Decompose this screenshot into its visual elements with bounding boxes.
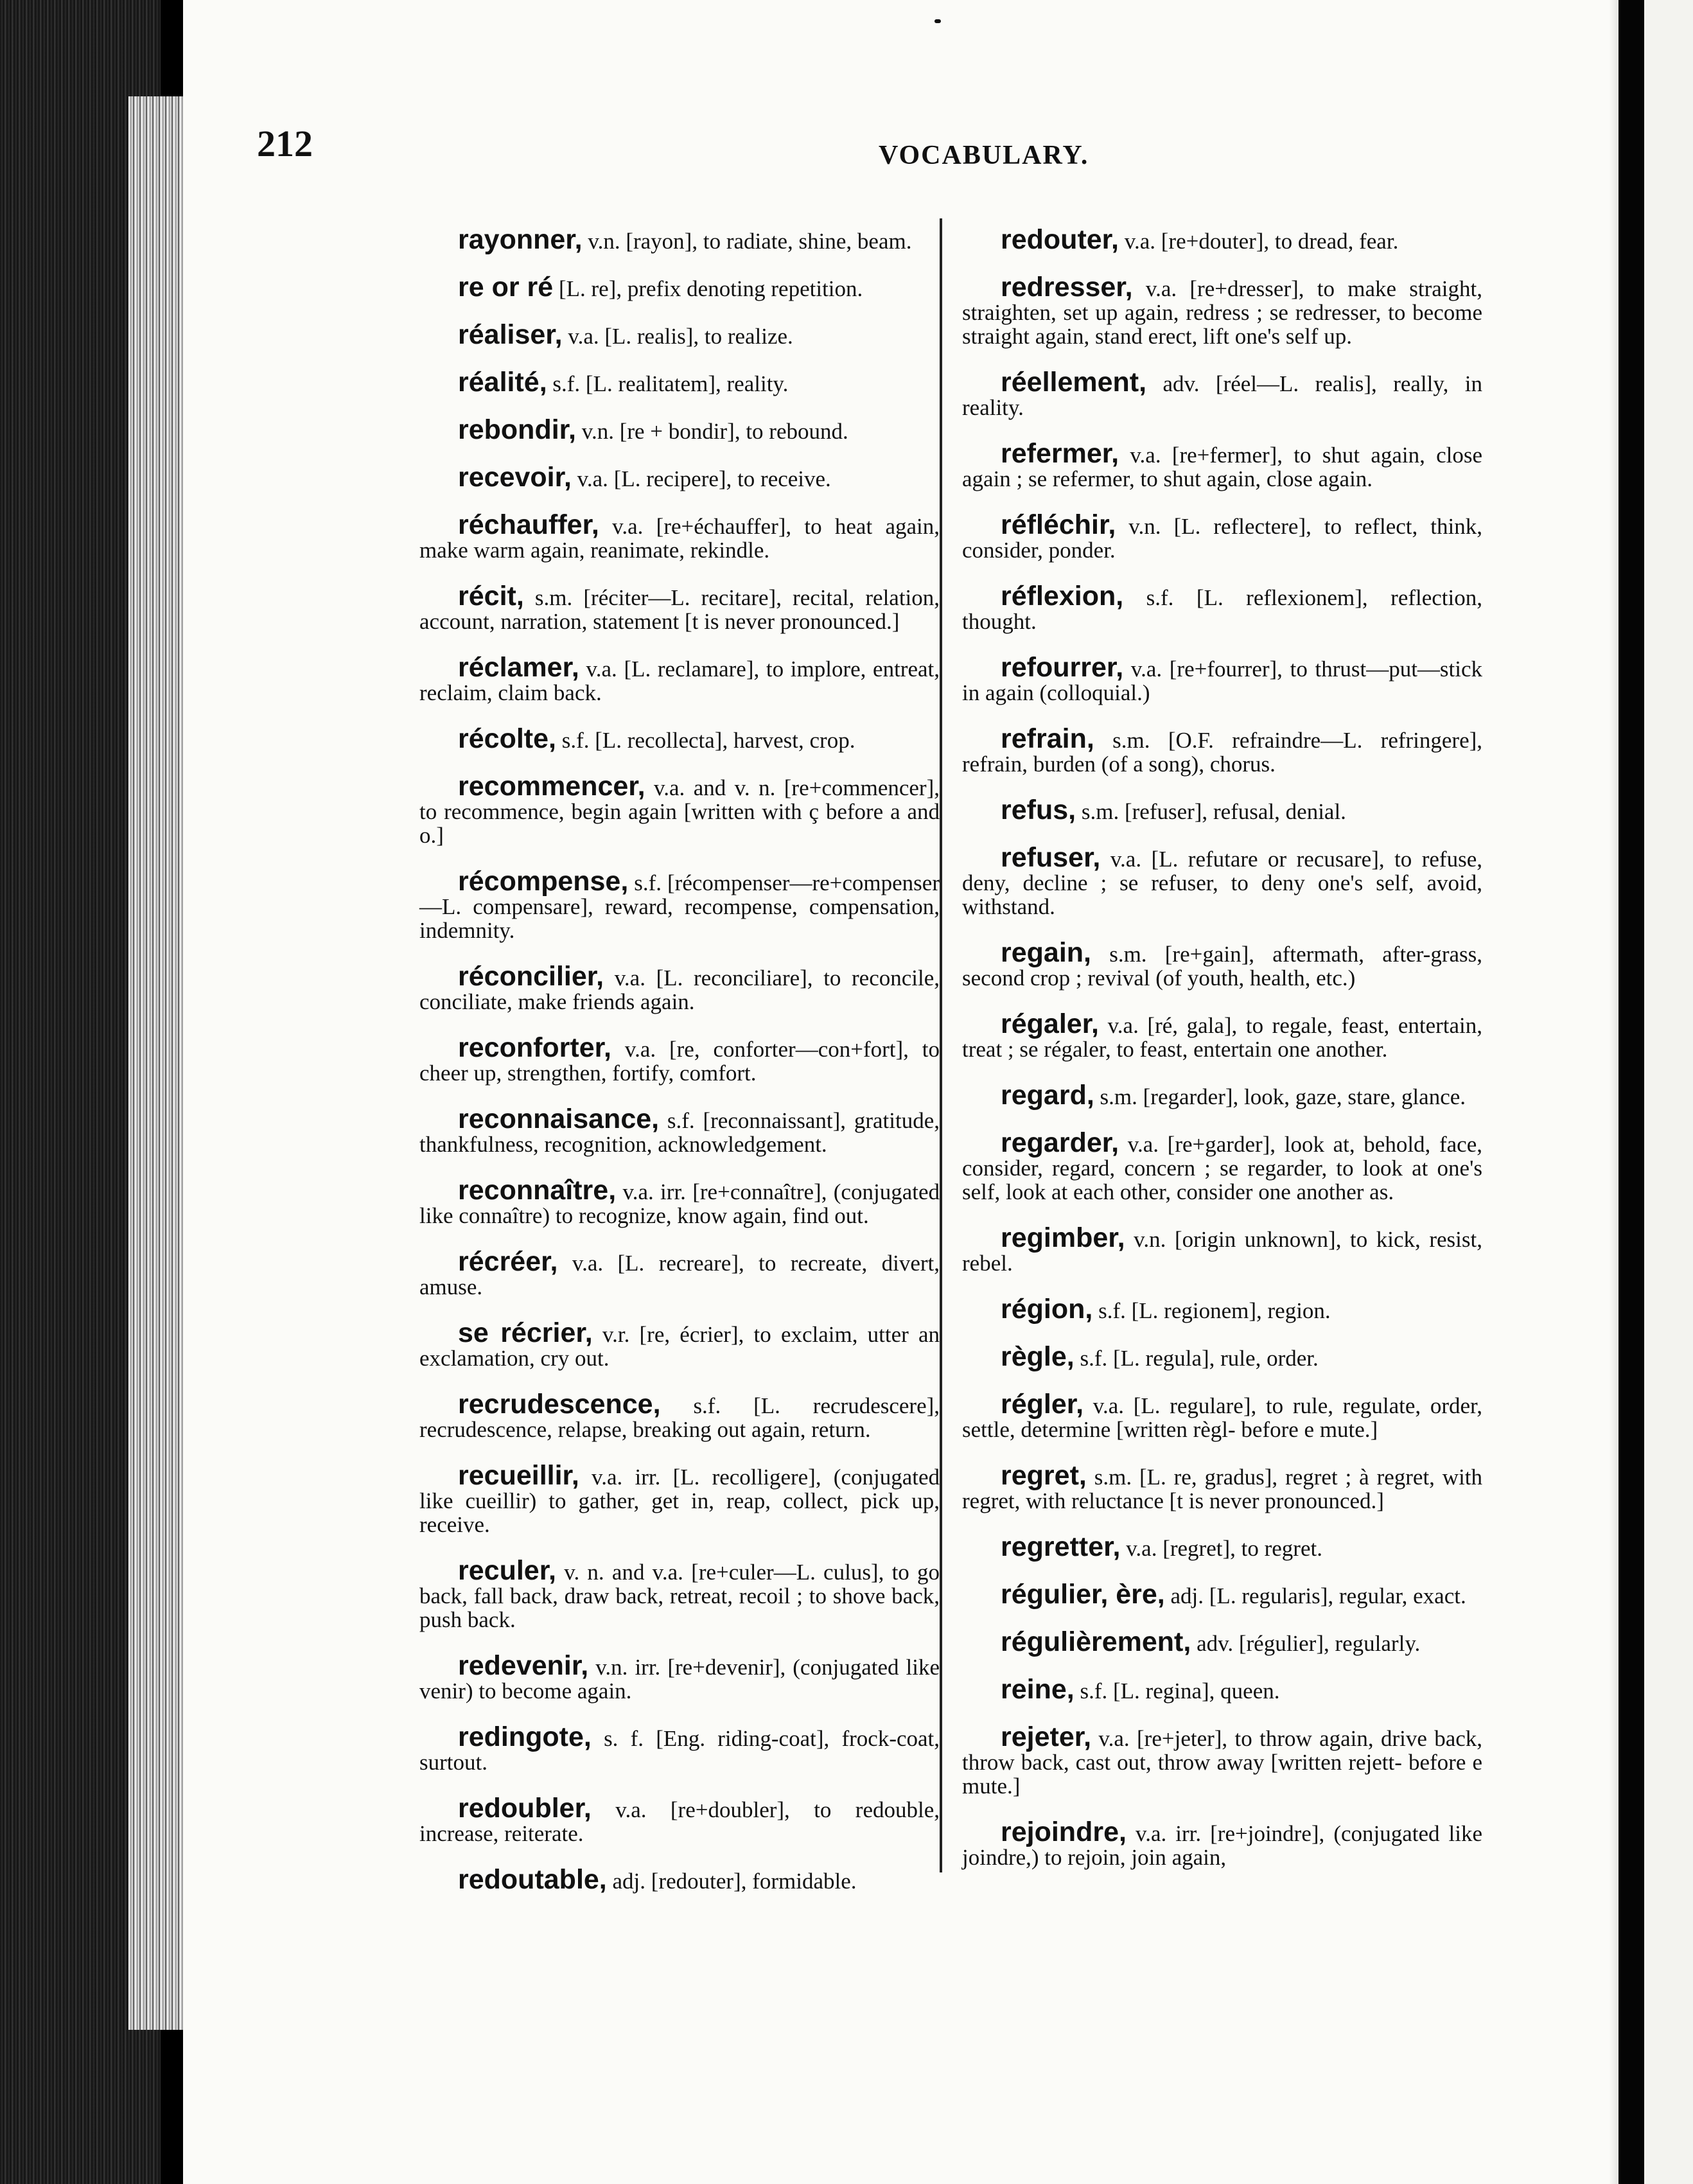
dictionary-entry bbox=[962, 224, 1482, 255]
entry-definition: frock-coat, surtout. bbox=[419, 1726, 940, 1775]
entry-grammar: s. f. bbox=[604, 1726, 644, 1751]
entry-headword: reine, bbox=[1001, 1674, 1075, 1705]
entry-definition: (conjugated like cueillir) to gather, get in, reap, collect, pick up, receive. bbox=[419, 1465, 940, 1537]
entry-grammar: v.a. irr. bbox=[622, 1179, 686, 1204]
entry-definition: to exclaim, utter an exclamation, cry out. bbox=[419, 1322, 940, 1371]
entry-grammar: v.a. bbox=[615, 1797, 647, 1822]
entry-headword: redevenir, bbox=[458, 1650, 589, 1681]
entry-grammar: adj. bbox=[1170, 1583, 1204, 1608]
entry-etymology: [re+joindre], bbox=[1210, 1821, 1325, 1846]
entry-etymology: [regret], bbox=[1162, 1536, 1236, 1561]
dictionary-entry bbox=[962, 1626, 1482, 1657]
entry-definition: to radiate, shine, beam. bbox=[703, 229, 912, 254]
entry-definition: reflection, thought. bbox=[962, 585, 1483, 634]
entry-grammar: s.m. bbox=[534, 585, 573, 610]
entry-headword: reconnaisance, bbox=[458, 1104, 660, 1134]
entry-etymology: [re+échauffer], bbox=[656, 514, 792, 539]
dictionary-entry bbox=[962, 723, 1483, 777]
entry-grammar: s.f. bbox=[693, 1393, 721, 1418]
entry-headword: re or ré bbox=[458, 272, 554, 303]
column-rule bbox=[940, 218, 942, 1872]
dictionary-entry bbox=[962, 438, 1483, 491]
entry-etymology: [L. recollecta], bbox=[595, 728, 728, 753]
dictionary-entry bbox=[419, 652, 940, 705]
entry-etymology: [O.F. refraindre—L. refringere], bbox=[1168, 728, 1483, 753]
entry-etymology: [L. re], bbox=[558, 276, 622, 301]
entry-etymology: [L. realitatem], bbox=[585, 371, 721, 396]
entry-etymology: [rayon], bbox=[626, 229, 698, 254]
entry-etymology: [re+devenir], bbox=[667, 1655, 786, 1680]
entry-definition: to recommence, begin again [written with ç before a and o.] bbox=[419, 799, 940, 848]
entry-definition: to reflect, think, consider, ponder. bbox=[962, 514, 1482, 563]
dictionary-entry bbox=[419, 1722, 940, 1775]
dictionary-entry bbox=[962, 1722, 1483, 1799]
entry-definition: refusal, denial. bbox=[1213, 799, 1346, 824]
book-gutter bbox=[1618, 0, 1644, 2184]
entry-headword: redoutable, bbox=[458, 1864, 607, 1895]
dictionary-entry bbox=[419, 272, 940, 303]
entry-etymology: [re+commencer], bbox=[784, 775, 940, 800]
entry-headword: réalité, bbox=[458, 367, 547, 398]
entry-definition: to refuse, deny, decline ; se refuser, to deny one's self, avoid, withstand. bbox=[962, 847, 1482, 919]
entry-headword: récit, bbox=[458, 581, 524, 612]
entry-etymology: [re+jeter], bbox=[1137, 1726, 1228, 1751]
entry-grammar: v. n. and v.a. bbox=[564, 1560, 683, 1585]
entry-etymology: [L. reflectere], bbox=[1173, 514, 1311, 539]
entry-headword: regret, bbox=[1001, 1460, 1087, 1491]
entry-headword: région, bbox=[1001, 1294, 1093, 1325]
dictionary-entry bbox=[419, 367, 940, 398]
entry-etymology: [L. re, gradus], bbox=[1139, 1465, 1278, 1490]
entry-definition: regularly. bbox=[1335, 1631, 1421, 1656]
dictionary-entry bbox=[419, 1175, 940, 1228]
entry-grammar: s.m. bbox=[1094, 1465, 1132, 1490]
entry-headword: redresser, bbox=[1001, 272, 1133, 303]
dictionary-entry bbox=[419, 1104, 940, 1157]
entry-headword: réaliser, bbox=[458, 319, 563, 350]
dictionary-entry bbox=[419, 1246, 940, 1299]
dictionary-entry bbox=[419, 771, 940, 848]
entry-etymology: [re+douter], bbox=[1161, 229, 1270, 254]
entry-definition: harvest, crop. bbox=[733, 728, 855, 753]
entry-definition: look, gaze, stare, glance. bbox=[1244, 1084, 1466, 1109]
entry-definition: to regale, feast, entertain, treat ; se régaler, to feast, entertain one another. bbox=[962, 1013, 1483, 1062]
dictionary-entry bbox=[419, 1317, 940, 1371]
entry-etymology: [re+gain], bbox=[1164, 942, 1255, 967]
entry-headword: refermer, bbox=[1001, 438, 1119, 469]
entry-grammar: v.a. bbox=[586, 656, 617, 682]
entry-definition: recrudescence, relapse, breaking out again, return. bbox=[419, 1417, 871, 1442]
dictionary-entry bbox=[962, 581, 1483, 634]
entry-grammar: v.a. bbox=[1110, 847, 1142, 872]
entry-definition: queen. bbox=[1220, 1678, 1280, 1704]
entry-headword: refus, bbox=[1001, 795, 1076, 825]
entry-etymology: [re+doubler], bbox=[670, 1797, 790, 1822]
entry-grammar: v.a. bbox=[1126, 1536, 1157, 1561]
entry-headword: récréer, bbox=[458, 1246, 558, 1277]
entry-headword: reconforter, bbox=[458, 1032, 611, 1063]
entry-headword: redoubler, bbox=[458, 1793, 592, 1824]
entry-etymology: [refuser], bbox=[1124, 799, 1208, 824]
entry-headword: rejoindre, bbox=[1001, 1817, 1127, 1847]
dictionary-entry bbox=[419, 1864, 940, 1895]
entry-headword: regard, bbox=[1001, 1080, 1094, 1111]
entry-etymology: [récompenser—re+compenser—L. compensare], bbox=[419, 870, 940, 919]
entry-headword: réchauffer, bbox=[458, 509, 599, 540]
dictionary-entry bbox=[419, 462, 940, 493]
entry-headword: réfléchir, bbox=[1001, 509, 1116, 540]
entry-definition: to cheer up, strengthen, fortify, comfort. bbox=[419, 1037, 940, 1086]
dictionary-entry bbox=[419, 723, 940, 754]
entry-definition: (conjugated like connaître) to recognize, know again, find out. bbox=[419, 1179, 940, 1228]
entry-definition: to receive. bbox=[737, 466, 831, 491]
entry-grammar: v.n. irr. bbox=[595, 1655, 661, 1680]
entry-etymology: [re+fermer], bbox=[1171, 443, 1283, 468]
entry-etymology: [L. reflexionem], bbox=[1196, 585, 1368, 610]
dictionary-entry bbox=[962, 1341, 1482, 1372]
entry-definition: to realize. bbox=[704, 324, 793, 349]
entry-headword: refuser, bbox=[1001, 842, 1101, 873]
entry-etymology: [regarder], bbox=[1143, 1084, 1239, 1109]
entry-etymology: [L. recolligere], bbox=[672, 1465, 821, 1490]
entry-headword: régler, bbox=[1001, 1389, 1084, 1420]
dictionary-entry bbox=[962, 1080, 1482, 1111]
entry-grammar: v.a. bbox=[612, 514, 644, 539]
entry-definition: to regret. bbox=[1241, 1536, 1322, 1561]
entry-etymology: [origin unknown], bbox=[1174, 1227, 1342, 1252]
dictionary-entry bbox=[419, 224, 940, 255]
adjacent-page bbox=[1644, 0, 1693, 2184]
entry-headword: réflexion, bbox=[1001, 581, 1124, 612]
dictionary-entry bbox=[962, 1674, 1482, 1705]
entry-headword: recommencer, bbox=[458, 771, 645, 802]
entry-grammar: v.n. bbox=[1128, 514, 1161, 539]
entry-definition: reward, recompense, compensation, indemnity. bbox=[419, 894, 940, 943]
entry-grammar: v.a. bbox=[568, 324, 599, 349]
entry-grammar: v.a. bbox=[572, 1251, 604, 1276]
entry-etymology: [re, conforter—con+fort], bbox=[669, 1037, 909, 1062]
entry-grammar: v.a. and v. n. bbox=[654, 775, 776, 800]
entry-definition: region. bbox=[1267, 1298, 1331, 1323]
entry-headword: redingote, bbox=[458, 1722, 592, 1752]
entry-grammar: v.a. bbox=[1098, 1726, 1130, 1751]
dictionary-entry bbox=[419, 509, 940, 563]
entry-grammar: v.a. bbox=[1124, 229, 1156, 254]
entry-grammar: v.a. bbox=[1092, 1393, 1125, 1418]
entry-definition: to reconcile, conciliate, make friends again. bbox=[419, 965, 940, 1014]
entry-headword: recevoir, bbox=[458, 462, 572, 493]
running-head: VOCABULARY. bbox=[879, 141, 1089, 170]
dictionary-entry bbox=[419, 1460, 940, 1537]
entry-headword: regain, bbox=[1001, 937, 1091, 968]
entry-definition: to heat again, make warm again, reanimate, rekindle. bbox=[419, 514, 940, 563]
entry-definition: formidable. bbox=[752, 1869, 857, 1894]
entry-headword: reconnaître, bbox=[458, 1175, 617, 1206]
entry-etymology: [L. regulare], bbox=[1133, 1393, 1257, 1418]
entry-grammar: s.f. bbox=[634, 870, 662, 895]
dictionary-entry bbox=[962, 1531, 1482, 1562]
entry-etymology: [redouter], bbox=[651, 1869, 747, 1894]
entry-etymology: [L. reclamare], bbox=[624, 656, 760, 682]
entry-headword: récompense, bbox=[458, 866, 629, 897]
entry-grammar: s.f. bbox=[1098, 1298, 1126, 1323]
entry-definition: aftermath, after-grass, second crop ; revival (of youth, health, etc.) bbox=[962, 942, 1482, 991]
entry-headword: regarder, bbox=[1001, 1127, 1119, 1158]
entry-grammar: v.a. bbox=[1130, 443, 1161, 468]
entry-grammar: v.n. bbox=[588, 229, 620, 254]
entry-headword: refourrer, bbox=[1001, 652, 1124, 683]
entry-definition: regular, exact. bbox=[1338, 1583, 1466, 1608]
entry-definition: look at, behold, face, consider, regard, concern ; se regarder, to look at one's self, look at each other, consider one another as. bbox=[962, 1132, 1482, 1204]
entry-definition: (conjugated like joindre,) to rejoin, join again, bbox=[962, 1821, 1483, 1870]
entry-etymology: [L. refutare or recusare], bbox=[1151, 847, 1385, 872]
dictionary-entry bbox=[419, 1389, 940, 1442]
entry-grammar: s.m. bbox=[1112, 728, 1150, 753]
dictionary-entry bbox=[962, 795, 1482, 825]
entry-etymology: [Eng. riding-coat], bbox=[656, 1726, 830, 1751]
entry-definition: to thrust—put—stick in again (colloquial.) bbox=[962, 656, 1483, 705]
dictionary-entry bbox=[419, 414, 940, 445]
dictionary-entry bbox=[962, 1127, 1482, 1204]
dictionary-entry bbox=[962, 1222, 1482, 1276]
entry-etymology: [L. recipere], bbox=[613, 466, 732, 491]
entry-etymology: [L. regula], bbox=[1113, 1346, 1215, 1371]
entry-definition: to throw again, drive back, throw back, cast out, throw away [written rejett- before e mute.] bbox=[962, 1726, 1483, 1799]
entry-definition: to dread, fear. bbox=[1274, 229, 1399, 254]
entry-definition: regret ; à regret, with regret, with reluctance [t is never pronounced.] bbox=[962, 1465, 1483, 1513]
entry-grammar: s.f. bbox=[667, 1108, 695, 1133]
entry-headword: recueillir, bbox=[458, 1460, 579, 1491]
entry-etymology: [re, écrier], bbox=[639, 1322, 744, 1347]
dictionary-entry bbox=[419, 1793, 940, 1846]
entry-headword: règle, bbox=[1001, 1341, 1075, 1372]
entry-grammar: v.n. bbox=[581, 419, 614, 444]
entry-headword: regimber, bbox=[1001, 1222, 1125, 1253]
entry-headword: régulier, ère, bbox=[1001, 1579, 1165, 1610]
entry-definition: to rebound. bbox=[746, 419, 848, 444]
entry-etymology: [L. realis], bbox=[604, 324, 699, 349]
speck bbox=[934, 19, 941, 23]
entry-definition: (conjugated like venir) to become again. bbox=[419, 1655, 940, 1704]
entry-etymology: [re+garder], bbox=[1167, 1132, 1276, 1157]
entry-etymology: [L. regionem], bbox=[1131, 1298, 1262, 1323]
entry-definition: gratitude, thankfulness, recognition, acknowledgement. bbox=[419, 1108, 940, 1157]
dictionary-entry bbox=[962, 1294, 1482, 1325]
entry-definition: prefix denoting repetition. bbox=[627, 276, 863, 301]
entry-headword: réclamer, bbox=[458, 652, 579, 683]
entry-headword: rebondir, bbox=[458, 414, 576, 445]
entry-etymology: [réel—L. realis], bbox=[1215, 371, 1377, 396]
entry-grammar: v.a. bbox=[1127, 1132, 1159, 1157]
page-number: 212 bbox=[257, 123, 313, 164]
entry-etymology: [L. recreare], bbox=[617, 1251, 744, 1276]
entry-definition: to shut again, close again ; se refermer, to shut again, close again. bbox=[962, 443, 1483, 491]
entry-grammar: adj. bbox=[612, 1869, 646, 1894]
entry-definition: to rule, regulate, order, settle, determine [written règl- before e mute.] bbox=[962, 1393, 1483, 1442]
entry-grammar: s.f. bbox=[561, 728, 590, 753]
dictionary-entry bbox=[962, 1008, 1483, 1062]
dictionary-entry bbox=[419, 1555, 940, 1632]
entry-headword: rayonner, bbox=[458, 224, 583, 255]
entry-definition: reality. bbox=[726, 371, 789, 396]
entry-headword: réconcilier, bbox=[458, 961, 604, 992]
entry-grammar: s.f. bbox=[1080, 1678, 1108, 1704]
entry-headword: récolte, bbox=[458, 723, 556, 754]
entry-headword: réellement, bbox=[1001, 367, 1147, 398]
dictionary-entry bbox=[962, 1817, 1483, 1870]
entry-grammar: v.n. bbox=[1134, 1227, 1166, 1252]
entry-etymology: [re + bondir], bbox=[619, 419, 741, 444]
entry-etymology: [réciter—L. recitare], bbox=[583, 585, 782, 610]
dictionary-entry bbox=[419, 319, 940, 350]
entry-grammar: v.a. irr. bbox=[1135, 1821, 1202, 1846]
right-column bbox=[962, 206, 1482, 1873]
entry-grammar: v.a. bbox=[614, 965, 645, 991]
entry-etymology: [L. regularis], bbox=[1209, 1583, 1334, 1608]
entry-headword: regretter, bbox=[1001, 1531, 1121, 1562]
entry-etymology: [L. reconciliare], bbox=[656, 965, 813, 991]
entry-etymology: [régulier], bbox=[1238, 1631, 1329, 1656]
entry-headword: se récrier, bbox=[458, 1317, 593, 1348]
dictionary-entry bbox=[962, 509, 1482, 563]
entry-definition: to go back, fall back, draw back, retreat, recoil ; to shove back, push back. bbox=[419, 1560, 940, 1632]
dictionary-entry bbox=[419, 1650, 940, 1704]
page-stack-edge bbox=[128, 96, 186, 2030]
entry-headword: rejeter, bbox=[1001, 1722, 1092, 1752]
dictionary-entry bbox=[962, 842, 1482, 919]
entry-definition: really, in reality. bbox=[962, 371, 1482, 420]
entry-grammar: v.a. bbox=[1130, 656, 1162, 682]
entry-headword: recrudescence, bbox=[458, 1389, 661, 1420]
entry-etymology: [re+dresser], bbox=[1189, 276, 1304, 301]
entry-grammar: v.a. bbox=[1107, 1013, 1139, 1038]
entry-grammar: adv. bbox=[1162, 371, 1200, 396]
dictionary-entry bbox=[419, 866, 940, 943]
entry-etymology: [re+fourrer], bbox=[1169, 656, 1283, 682]
entry-headword: régaler, bbox=[1001, 1008, 1099, 1039]
dictionary-entry bbox=[962, 1389, 1483, 1442]
entry-grammar: s.m. bbox=[1100, 1084, 1137, 1109]
dictionary-entry bbox=[419, 1032, 940, 1086]
entry-grammar: v.a. bbox=[1145, 276, 1177, 301]
dictionary-entry bbox=[962, 1460, 1483, 1513]
entry-etymology: [re+culer—L. culus], bbox=[691, 1560, 884, 1585]
entry-definition: to make straight, straighten, set up again, redress ; se redresser, to become straight again, stand erect, lift one's self up. bbox=[962, 276, 1483, 349]
entry-grammar: s.m. bbox=[1081, 799, 1119, 824]
dictionary-entry bbox=[962, 652, 1483, 705]
entry-grammar: s.f. bbox=[552, 371, 581, 396]
entry-headword: reculer, bbox=[458, 1555, 556, 1586]
entry-grammar: v.r. bbox=[602, 1322, 630, 1347]
dictionary-entry bbox=[962, 1579, 1482, 1610]
entry-grammar: s.f. bbox=[1146, 585, 1174, 610]
dictionary-entry bbox=[962, 272, 1483, 349]
entry-definition: recital, relation, account, narration, statement [t is never pronounced.] bbox=[419, 585, 940, 634]
entry-grammar: s.m. bbox=[1109, 942, 1147, 967]
entry-grammar: s.f. bbox=[1080, 1346, 1108, 1371]
dictionary-entry bbox=[962, 367, 1482, 420]
entry-definition: to redouble, increase, reiterate. bbox=[419, 1797, 940, 1846]
entry-etymology: [L. recrudescere], bbox=[753, 1393, 940, 1418]
entry-grammar: v.a. bbox=[577, 466, 608, 491]
entry-grammar: v.a. irr. bbox=[592, 1465, 661, 1490]
entry-definition: to recreate, divert, amuse. bbox=[419, 1251, 940, 1299]
entry-headword: redouter, bbox=[1001, 224, 1119, 255]
entry-grammar: adv. bbox=[1197, 1631, 1234, 1656]
entry-etymology: [reconnaissant], bbox=[703, 1108, 846, 1133]
left-column bbox=[419, 206, 940, 1897]
entry-etymology: [L. regina], bbox=[1113, 1678, 1215, 1704]
entry-definition: to kick, resist, rebel. bbox=[962, 1227, 1482, 1276]
entry-headword: refrain, bbox=[1001, 723, 1094, 754]
entry-etymology: [ré, gala], bbox=[1147, 1013, 1238, 1038]
dictionary-entry bbox=[419, 961, 940, 1014]
entry-headword: régulièrement, bbox=[1001, 1626, 1191, 1657]
dictionary-entry bbox=[419, 581, 940, 634]
entry-definition: to implore, entreat, reclaim, claim back. bbox=[419, 656, 940, 705]
entry-definition: refrain, burden (of a song), chorus. bbox=[962, 752, 1276, 777]
dictionary-entry bbox=[962, 937, 1482, 991]
entry-definition: rule, order. bbox=[1220, 1346, 1319, 1371]
entry-etymology: [re+connaître], bbox=[692, 1179, 827, 1204]
entry-grammar: v.a. bbox=[624, 1037, 656, 1062]
